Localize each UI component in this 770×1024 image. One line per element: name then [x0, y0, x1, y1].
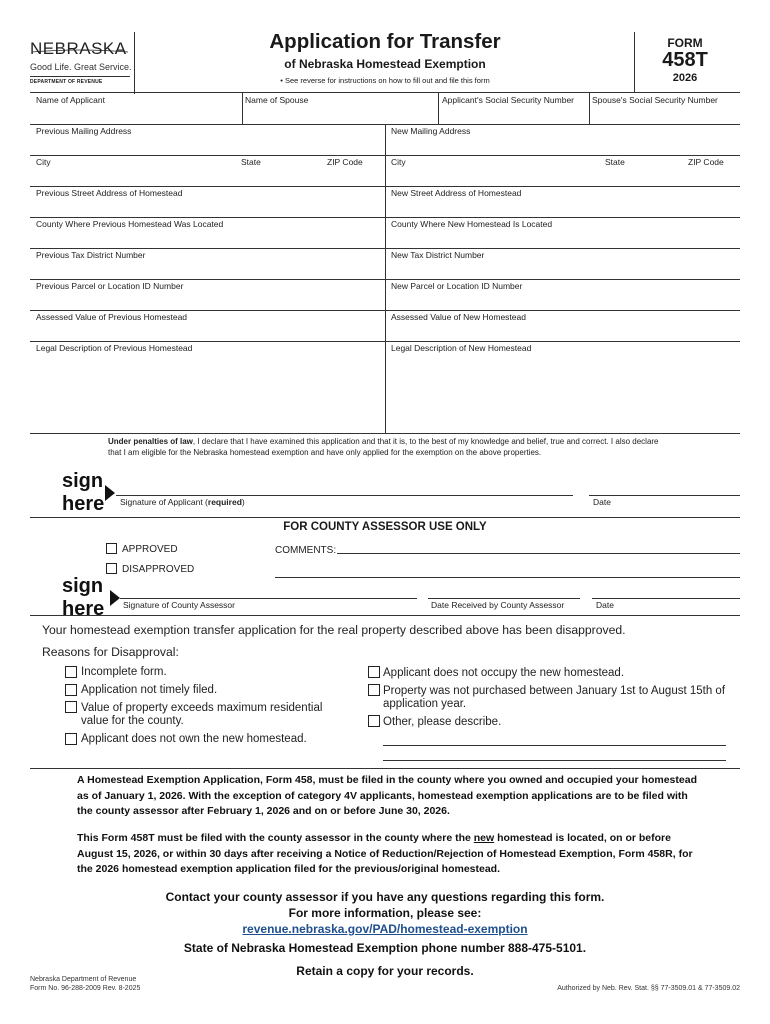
applicant-signature-label	[120, 497, 245, 507]
new-city-label: City	[391, 157, 406, 167]
logo-word: NEBRASKA	[30, 39, 127, 58]
sign-arrow-icon	[105, 485, 115, 501]
applicant-date-field[interactable]	[589, 475, 739, 495]
previous-assessed-value-field[interactable]	[32, 323, 382, 340]
previous-city-state-zip-field[interactable]	[32, 168, 382, 185]
comments-label: COMMENTS:	[275, 545, 337, 556]
does-not-own-checkbox[interactable]	[65, 733, 77, 745]
instructions-note: • See reverse for instructions on how to fill out and file this form	[280, 76, 490, 85]
declaration-body: , I declare that I have examined this application and that it is, to the best of my knowledge and belief, true and correct. I also declare that I am eligible for the Nebraska homestead exemption and have only applied for the exemption on the above properties.	[108, 437, 659, 457]
new-state-label: State	[605, 157, 625, 167]
other-label: Other, please describe.	[383, 716, 502, 728]
assessor-date-label: Date	[596, 600, 614, 610]
notice-2-new: new	[473, 832, 495, 844]
form-year: 2026	[672, 72, 698, 84]
new-legal-description-field[interactable]	[388, 355, 738, 431]
new-city-state-zip-field[interactable]	[388, 168, 738, 185]
new-county-field[interactable]	[388, 230, 738, 247]
does-not-own-label: Applicant does not own the new homestead.	[81, 733, 307, 745]
sign-arrow-icon	[110, 590, 120, 606]
disapproval-statement: Your homestead exemption transfer application for the real property described above has been disapproved.	[42, 623, 626, 637]
previous-tax-district-label: Previous Tax District Number	[36, 250, 146, 260]
contact-link-row	[0, 922, 770, 936]
previous-assessed-value-label: Assessed Value of Previous Homestead	[36, 312, 188, 322]
footer-form-number: Form No. 96-288-2009 Rev. 8-2025	[30, 985, 141, 992]
spouse-ssn-field[interactable]	[591, 106, 739, 123]
approved-label: APPROVED	[122, 544, 178, 555]
applicant-date-label: Date	[593, 497, 611, 507]
new-mailing-address-field[interactable]	[388, 137, 738, 154]
assessor-signature-field[interactable]	[120, 580, 416, 598]
applicant-signature-close: )	[241, 497, 245, 507]
retain-copy: Retain a copy for your records.	[296, 964, 474, 978]
contact-line-1: Contact your county assessor if you have any questions regarding this form.	[165, 890, 605, 904]
declaration-bold: Under penalties of law	[108, 437, 193, 446]
date-received-label: Date Received by County Assessor	[431, 600, 565, 610]
incomplete-form-label: Incomplete form.	[81, 666, 167, 678]
not-purchased-label: Property was not purchased between January 1st to August 15th of application year.	[383, 685, 726, 710]
sign-here-applicant-word1: sign	[62, 470, 104, 492]
previous-zip-label: ZIP Code	[327, 157, 363, 167]
new-county-label: County Where New Homestead Is Located	[391, 219, 553, 229]
approved-checkbox[interactable]	[106, 543, 117, 554]
other-description-field[interactable]	[383, 731, 726, 745]
logo-tagline: Good Life. Great Service.	[30, 62, 132, 72]
new-street-label: New Street Address of Homestead	[391, 188, 522, 198]
name-of-spouse-field[interactable]	[244, 106, 436, 123]
assessor-signature-label: Signature of County Assessor	[123, 600, 235, 610]
form-label: FORM	[667, 36, 703, 50]
previous-street-label: Previous Street Address of Homestead	[36, 188, 183, 198]
applicant-ssn-label: Applicant's Social Security Number	[442, 95, 575, 105]
homestead-exemption-link[interactable]: revenue.nebraska.gov/PAD/homestead-exemption	[242, 922, 528, 936]
footer-dept: Nebraska Department of Revenue	[30, 976, 137, 983]
filing-notice-1: A Homestead Exemption Application, Form 458, must be filed in the county where you owned and occupied your homestead as of January 1, 2026. With the exception of category 4V applicants, homestead exemption applications are to be filed with the county assessor after February 1, 2026 and on or before June 30, 2026.	[77, 774, 697, 817]
comments-field-line-2[interactable]	[275, 563, 740, 577]
previous-legal-description-field[interactable]	[32, 355, 382, 431]
value-exceeds-label: Value of property exceeds maximum residential value for the county.	[81, 702, 323, 727]
sign-here-assessor-word1: sign	[62, 575, 104, 597]
new-zip-label: ZIP Code	[688, 157, 724, 167]
new-street-field[interactable]	[388, 199, 738, 216]
name-of-applicant-field[interactable]	[32, 106, 240, 123]
not-purchased-checkbox[interactable]	[368, 684, 380, 696]
spouse-ssn-label: Spouse's Social Security Number	[592, 95, 718, 105]
date-received-field[interactable]	[428, 580, 580, 598]
new-parcel-field[interactable]	[388, 292, 738, 309]
form-number: 458T	[662, 49, 708, 71]
page-title: Application for Transfer	[269, 30, 501, 53]
previous-mailing-address-label: Previous Mailing Address	[36, 126, 132, 136]
previous-city-label: City	[36, 157, 51, 167]
previous-state-label: State	[241, 157, 261, 167]
new-legal-description-label: Legal Description of New Homestead	[391, 343, 532, 353]
previous-mailing-address-field[interactable]	[32, 137, 382, 154]
county-assessor-heading: FOR COUNTY ASSESSOR USE ONLY	[283, 521, 487, 533]
new-tax-district-label: New Tax District Number	[391, 250, 485, 260]
new-tax-district-field[interactable]	[388, 261, 738, 278]
applicant-signature-field[interactable]	[116, 475, 572, 495]
contact-line-2: For more information, please see:	[288, 906, 482, 920]
previous-parcel-label: Previous Parcel or Location ID Number	[36, 281, 184, 291]
previous-county-label: County Where Previous Homestead Was Located	[36, 219, 224, 229]
logo-swoosh-icon	[30, 48, 130, 54]
contact-phone: State of Nebraska Homestead Exemption phone number 888-475-5101.	[183, 941, 587, 955]
declaration-text	[108, 436, 668, 458]
other-checkbox[interactable]	[368, 715, 380, 727]
previous-tax-district-field[interactable]	[32, 261, 382, 278]
sign-here-applicant-word2: here	[62, 493, 105, 515]
disapproved-checkbox[interactable]	[106, 563, 117, 574]
applicant-ssn-field[interactable]	[440, 106, 586, 123]
does-not-occupy-label: Applicant does not occupy the new homestead.	[383, 667, 625, 679]
name-of-spouse-label: Name of Spouse	[245, 95, 309, 105]
name-of-applicant-label: Name of Applicant	[36, 95, 105, 105]
previous-legal-description-label: Legal Description of Previous Homestead	[36, 343, 193, 353]
notice-2-part-a: This Form 458T must be filed with the county assessor in the county where the	[77, 832, 474, 844]
new-assessed-value-field[interactable]	[388, 323, 738, 340]
comments-field[interactable]	[337, 538, 740, 553]
incomplete-form-checkbox[interactable]	[65, 666, 77, 678]
new-assessed-value-label: Assessed Value of New Homestead	[391, 312, 526, 322]
required-text: required	[207, 497, 242, 507]
filing-notice-2	[77, 831, 702, 878]
new-mailing-address-label: New Mailing Address	[391, 126, 471, 136]
page-subtitle: of Nebraska Homestead Exemption	[284, 57, 486, 71]
notice-2-part-b: homestead is located, on or before August 15, 2026, or within 30 days after receiving a Notice of Reduction/Rejection of Homestead Exemption, Form 458R, for the 2026 homestead exemption application filed for the previous/original homestead.	[77, 832, 693, 875]
new-parcel-label: New Parcel or Location ID Number	[391, 281, 523, 291]
applicant-signature-text: Signature of Applicant (	[120, 497, 208, 507]
disapproved-label: DISAPPROVED	[122, 564, 195, 575]
sign-here-assessor-word2: here	[62, 598, 105, 620]
value-exceeds-checkbox[interactable]	[65, 701, 77, 713]
previous-parcel-field[interactable]	[32, 292, 382, 309]
previous-county-field[interactable]	[32, 230, 382, 247]
assessor-date-field[interactable]	[592, 580, 740, 598]
nebraska-logo	[30, 40, 134, 90]
footer-authorized: Authorized by Neb. Rev. Stat. §§ 77-3509.01 & 77-3509.02	[557, 985, 740, 992]
logo-dept: DEPARTMENT OF REVENUE	[30, 79, 103, 85]
reasons-label: Reasons for Disapproval:	[42, 645, 179, 659]
previous-street-field[interactable]	[32, 199, 382, 216]
other-description-field-2[interactable]	[383, 746, 726, 760]
does-not-occupy-checkbox[interactable]	[368, 666, 380, 678]
not-timely-filed-checkbox[interactable]	[65, 684, 77, 696]
not-timely-filed-label: Application not timely filed.	[81, 684, 218, 696]
